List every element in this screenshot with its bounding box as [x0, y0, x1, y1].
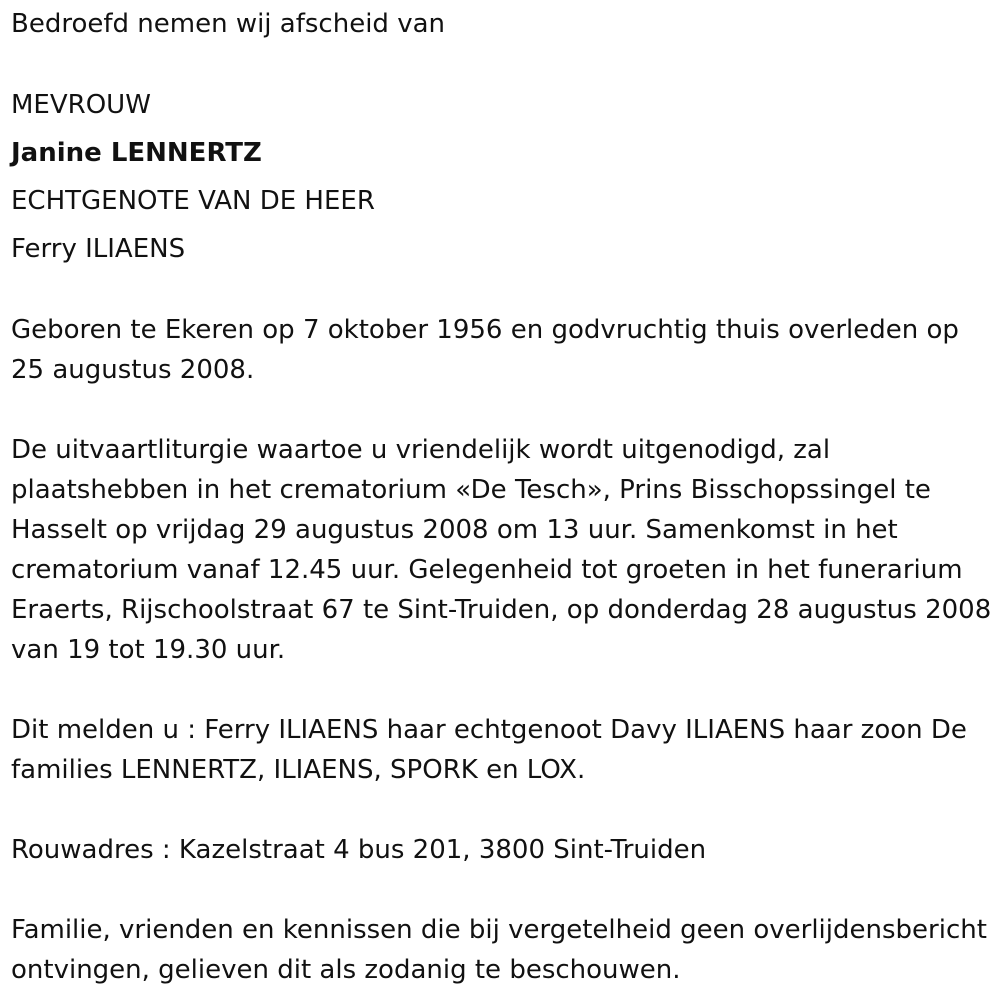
title-text: MEVROUW — [11, 90, 151, 120]
deceased-name: Janine LENNERTZ — [11, 138, 262, 168]
birth-death-paragraph: Geboren te Ekeren op 7 oktober 1956 en godvruchtig thuis overleden op 25 augustus 2008. — [11, 315, 959, 385]
closing-paragraph: Familie, vrienden en kennissen die bij vergetelheid geen overlijdensbericht ontvingen, gelieven dit als zodanig te beschouwen. — [11, 915, 987, 985]
funeral-paragraph: De uitvaartliturgie waartoe u vriendelijk wordt uitgenodigd, zal plaatshebben in het crematorium «De Tesch», Prins Bisschopssingel te Hasselt op vrijdag 29 augustus 2008 om 13 uur. Samenkomst in het crematorium vanaf 12.45 uur. Gelegenheid tot groeten in het funerarium Eraerts, Rijschoolstraat 67 te Sint-Truiden, op donderdag 28 augustus 2008 van 19 tot 19.30 uur. — [11, 435, 992, 665]
spouse-label: ECHTGENOTE VAN DE HEER — [11, 186, 375, 216]
spouse-name: Ferry ILIAENS — [11, 234, 186, 264]
announced-by-paragraph: Dit melden u : Ferry ILIAENS haar echtgenoot Davy ILIAENS haar zoon De families LENNERTZ, ILIAENS, SPORK en LOX. — [11, 715, 967, 785]
intro-text: Bedroefd nemen wij afscheid van — [11, 9, 445, 39]
mourning-address: Rouwadres : Kazelstraat 4 bus 201, 3800 Sint-Truiden — [11, 835, 707, 865]
